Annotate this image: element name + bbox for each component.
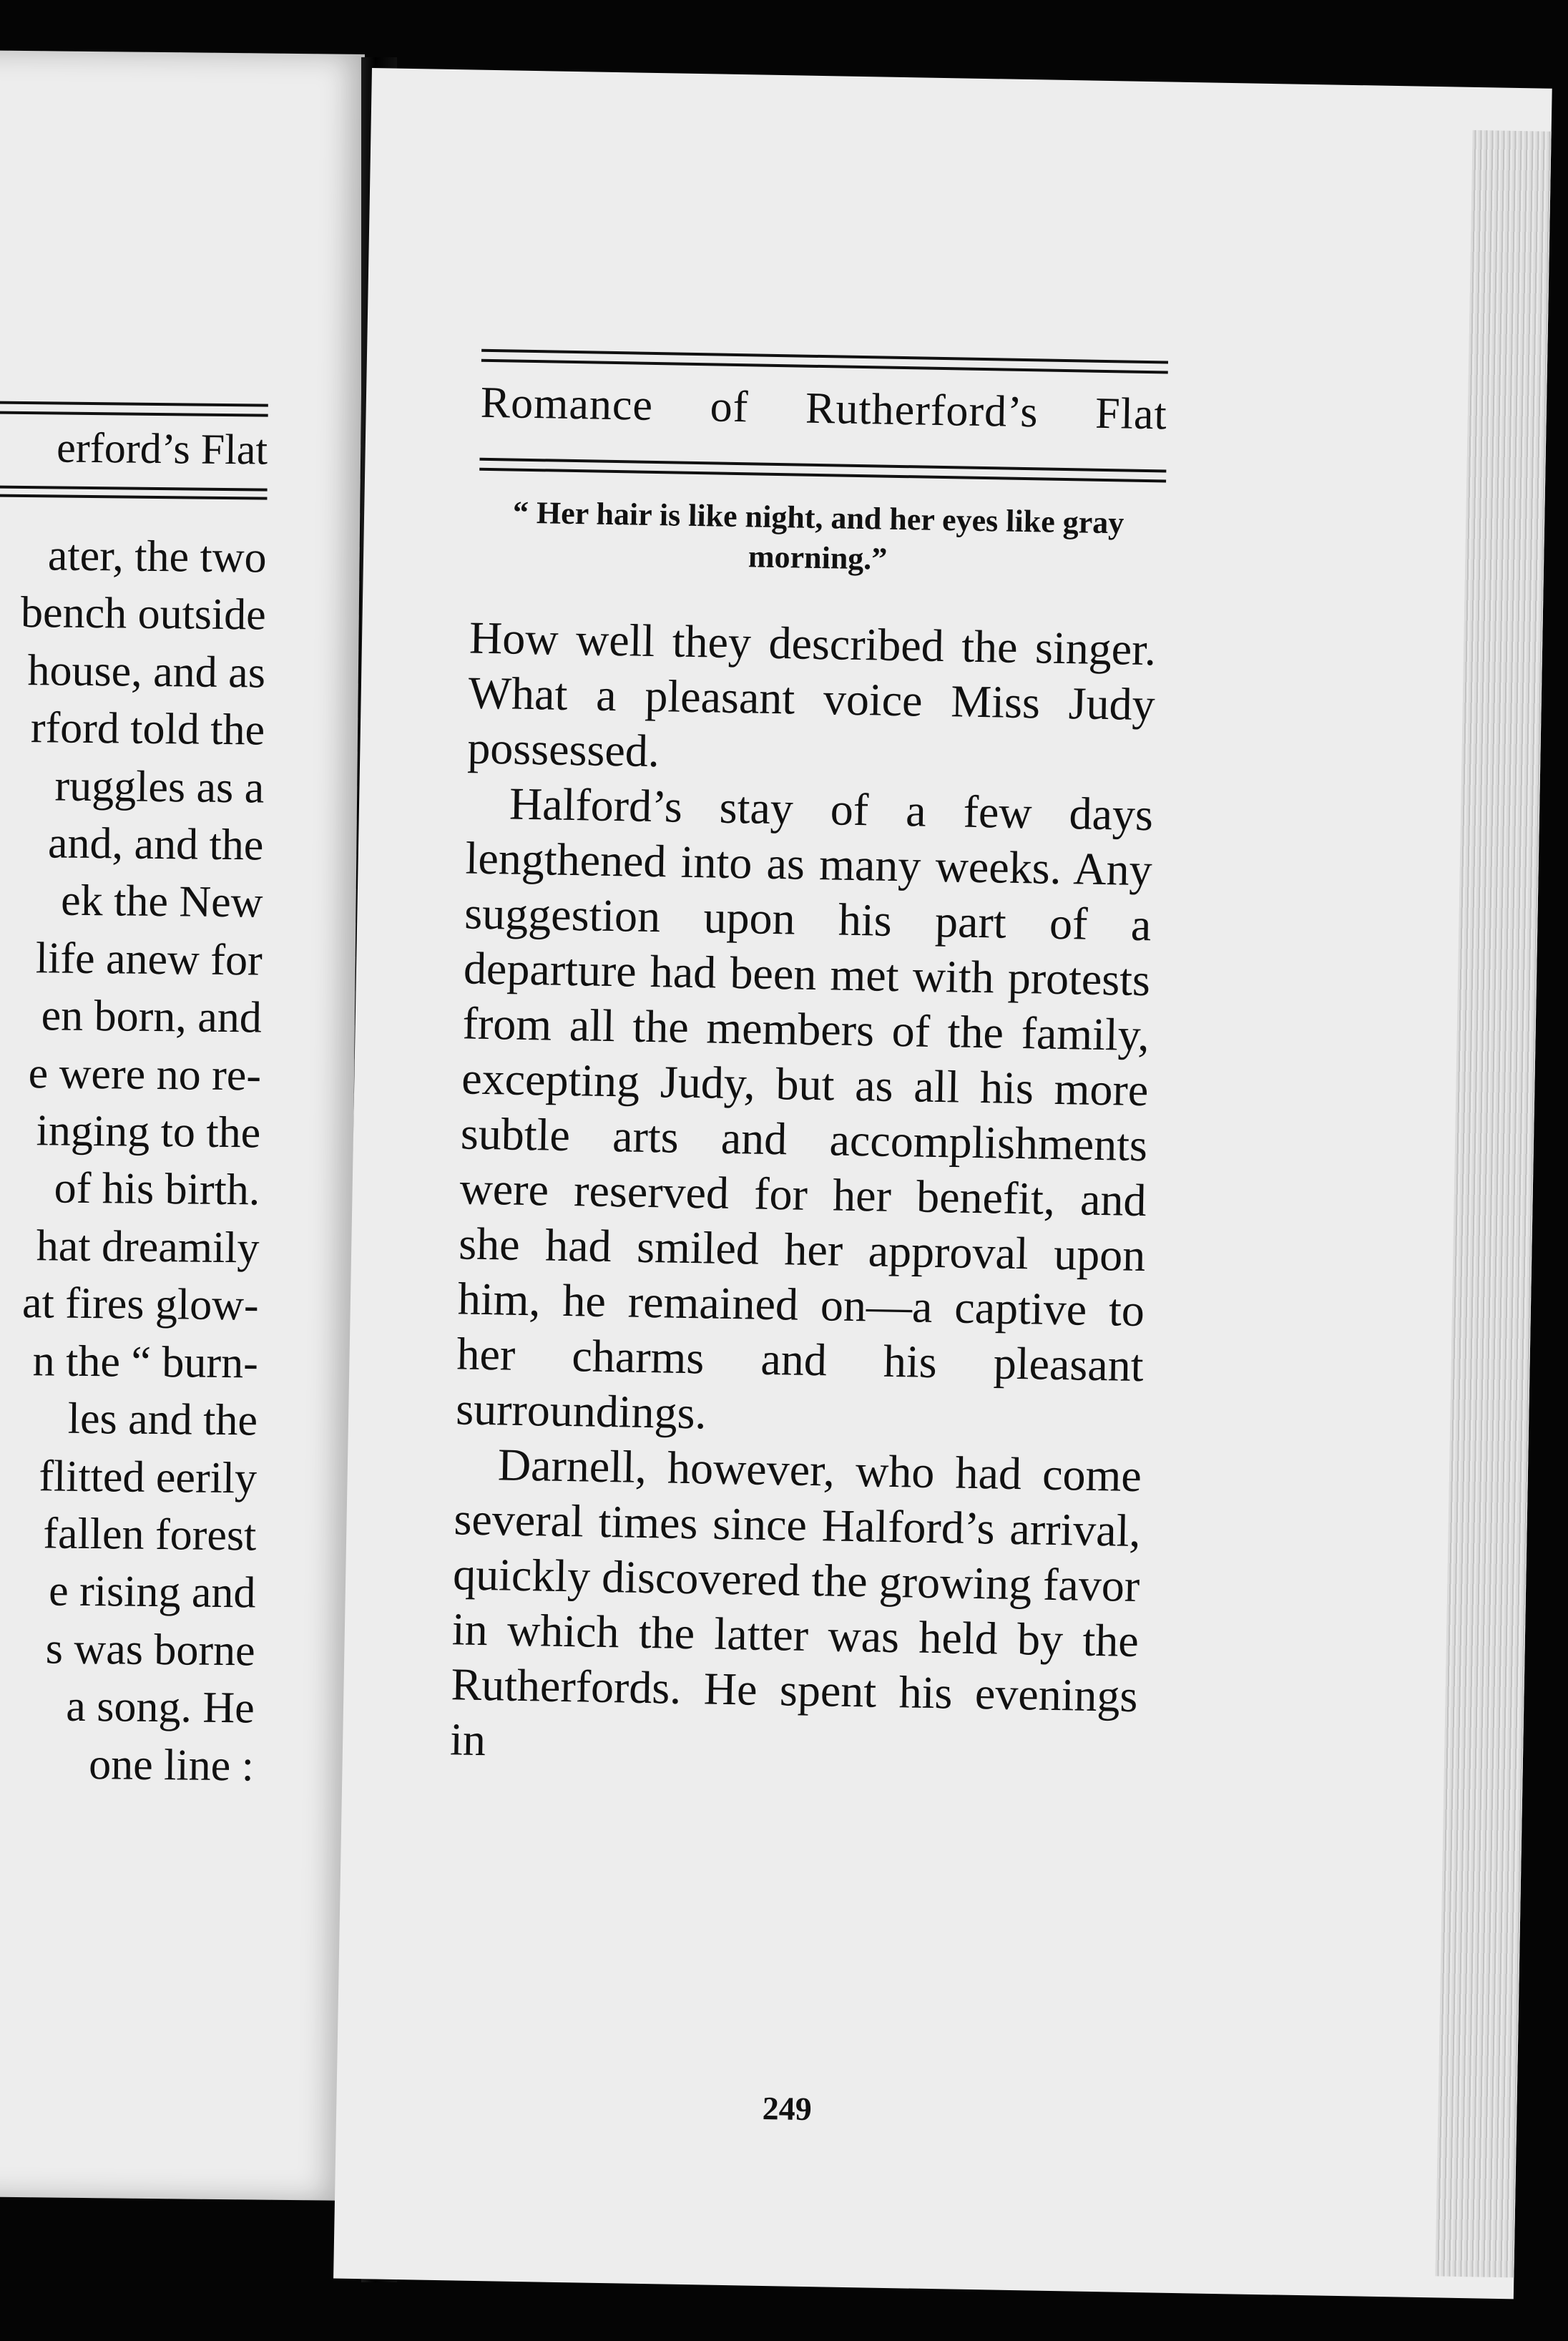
text-line: e were no re-: [28, 1048, 262, 1100]
page-edges: [1435, 130, 1551, 2277]
body-text: [450, 610, 1157, 1779]
text-line: les and the: [67, 1394, 258, 1445]
text-line: e rising and: [48, 1566, 256, 1618]
text-line: inging to the: [36, 1106, 261, 1158]
paragraph: Halford’s stay of a few days lengthened into as many weeks. Any suggestion upon his part of a departure had been met with protests from all the members of the family, excepting Judy, but as all his more subtle arts and accomplishments were reserved for her benefit, and she had smiled her approval upon him, he remained on—a captive to her charms and his pleasant surroundings.: [455, 778, 1154, 1439]
text-line: life anew for: [35, 934, 263, 985]
text-line: fallen forest: [43, 1509, 257, 1560]
text-line: ek the New: [60, 876, 263, 927]
left-page-text: [0, 525, 267, 1794]
left-page: [0, 50, 365, 2201]
text-line: ater, the two: [47, 531, 267, 582]
header-rule: [0, 485, 268, 492]
text-line: rford told the: [30, 703, 265, 755]
text-line: a song. He: [65, 1681, 255, 1733]
text-line: and, and the: [47, 818, 264, 870]
text-line: of his birth.: [54, 1163, 260, 1215]
right-page: [333, 68, 1552, 2299]
running-title: Romance of Rutherford’s Flat: [480, 378, 1168, 439]
running-header: [479, 349, 1168, 483]
text-line: s was borne: [45, 1624, 255, 1676]
paragraph: How well they described the singer. What a pleasant voice Miss Judy possessed.: [466, 612, 1157, 777]
text-line: house, and as: [27, 645, 266, 698]
text-line: one line :: [88, 1739, 255, 1791]
text-line: hat dreamily: [36, 1221, 260, 1273]
page-number: 249: [762, 2089, 813, 2128]
text-line: bench outside: [20, 588, 267, 640]
text-line: ruggles as a: [54, 761, 265, 813]
text-line: en born, and: [41, 991, 263, 1042]
left-running-header: [0, 351, 269, 497]
text-line: n the “ burn-: [32, 1336, 259, 1388]
header-rule: [0, 401, 268, 407]
paragraph: Darnell, however, who had come several times since Halford’s arrival, quickly discovered the growing favor in which the latter was held by the Rutherfords. He spent his evenings in: [449, 1439, 1142, 1766]
header-rule: [0, 411, 268, 417]
text-line: flitted eerily: [39, 1451, 258, 1502]
epigraph-quote: “ Her hair is like night, and her eyes like gray morning.”: [512, 494, 1124, 577]
header-rule: [0, 494, 267, 500]
text-line: at fires glow-: [21, 1279, 260, 1330]
left-running-title: erford’s Flat: [56, 424, 268, 474]
